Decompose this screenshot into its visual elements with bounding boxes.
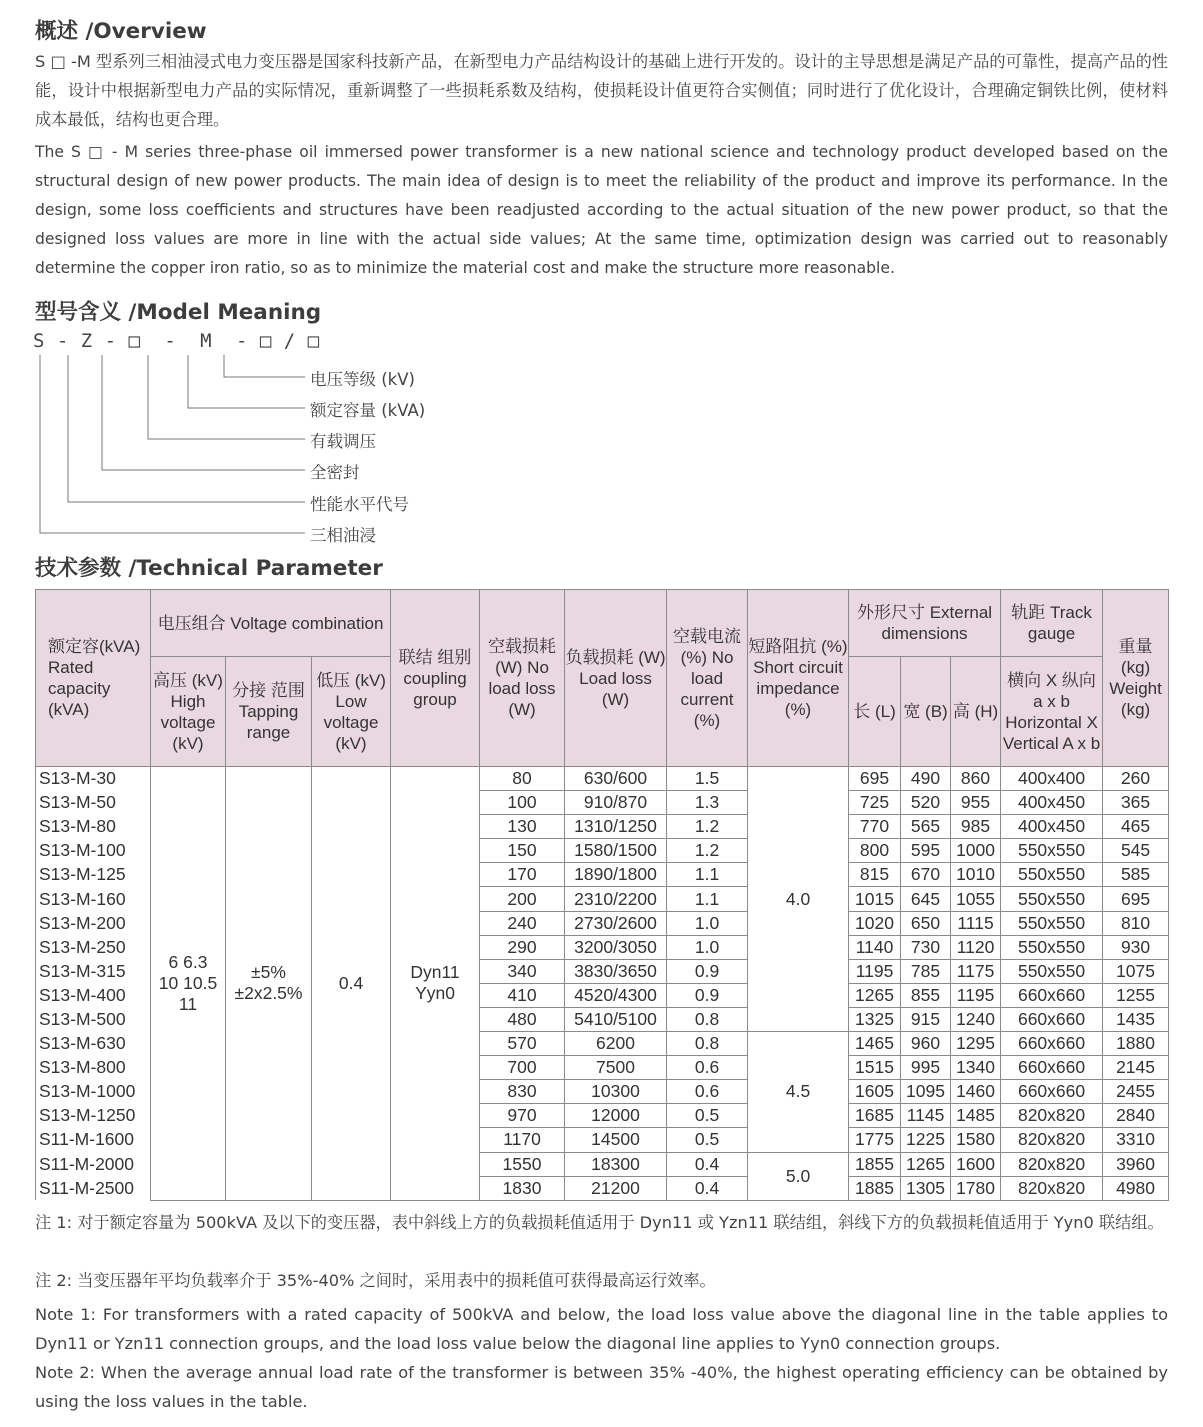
cell-no-load-loss: 1170	[480, 1128, 565, 1152]
cell-length: 1465	[849, 1032, 901, 1056]
cell-weight: 2145	[1103, 1056, 1169, 1080]
cell-no-load-current: 0.5	[667, 1104, 748, 1128]
cell-load-loss: 6200	[565, 1032, 667, 1056]
cell-model: S11-M-2000	[36, 1152, 151, 1176]
cell-no-load-loss: 200	[480, 887, 565, 911]
line-on-load	[148, 355, 305, 439]
cell-load-loss: 4520/4300	[565, 983, 667, 1007]
cell-load-loss: 5410/5100	[565, 1007, 667, 1031]
legend-rated-capacity: 额定容量 (kVA)	[310, 401, 426, 420]
cell-load-loss: 1890/1800	[565, 863, 667, 887]
cell-model: S13-M-400	[36, 983, 151, 1007]
cell-no-load-loss: 830	[480, 1080, 565, 1104]
cell-load-loss: 3830/3650	[565, 959, 667, 983]
header-length: 长 (L)	[849, 657, 901, 767]
cell-weight: 465	[1103, 815, 1169, 839]
cell-no-load-loss: 1830	[480, 1176, 565, 1200]
cell-load-loss: 1580/1500	[565, 839, 667, 863]
legend-performance-code: 性能水平代号	[310, 495, 409, 514]
cell-length: 815	[849, 863, 901, 887]
cell-no-load-loss: 100	[480, 791, 565, 815]
cell-weight: 1435	[1103, 1007, 1169, 1031]
cell-impedance: 4.0	[748, 767, 849, 1032]
cell-length: 1195	[849, 959, 901, 983]
cell-length: 1855	[849, 1152, 901, 1176]
cell-width: 1145	[901, 1104, 951, 1128]
cell-no-load-loss: 410	[480, 983, 565, 1007]
header-track-gauge: 轨距 Track gauge	[1001, 590, 1103, 657]
cell-load-loss: 12000	[565, 1104, 667, 1128]
cell-no-load-loss: 700	[480, 1056, 565, 1080]
cell-model: S13-M-630	[36, 1032, 151, 1056]
cell-height: 1485	[951, 1104, 1001, 1128]
cell-load-loss: 2730/2600	[565, 911, 667, 935]
cell-track-gauge: 660x660	[1001, 1032, 1103, 1056]
cell-load-loss: 3200/3050	[565, 935, 667, 959]
cell-width: 1305	[901, 1176, 951, 1200]
cell-load-loss: 630/600	[565, 767, 667, 791]
cell-track-gauge: 660x660	[1001, 1056, 1103, 1080]
cell-track-gauge: 820x820	[1001, 1104, 1103, 1128]
cell-no-load-loss: 1550	[480, 1152, 565, 1176]
cell-no-load-current: 1.5	[667, 767, 748, 791]
note-1-cn: 注 1: 对于额定容量为 500kVA 及以下的变压器，表中斜线上方的负载损耗值适用于 Dyn11 或 Yzn11 联结组，斜线下方的负载损耗值适用于 Yyn0 联结组。	[35, 1213, 1164, 1232]
header-track-sub: 横向 X 纵向 a x b Horizontal X Vertical A x b	[1001, 657, 1103, 767]
cell-width: 490	[901, 767, 951, 791]
cell-weight: 545	[1103, 839, 1169, 863]
cell-width: 645	[901, 887, 951, 911]
cell-model: S13-M-500	[36, 1007, 151, 1031]
cell-length: 1015	[849, 887, 901, 911]
cell-no-load-loss: 80	[480, 767, 565, 791]
cell-length: 800	[849, 839, 901, 863]
cell-tapping-range: ±5% ±2x2.5%	[226, 767, 312, 1201]
cell-length: 1605	[849, 1080, 901, 1104]
cell-no-load-loss: 340	[480, 959, 565, 983]
legend-voltage-level: 电压等级 (kV)	[310, 370, 415, 389]
legend-three-phase-oil: 三相油浸	[310, 526, 376, 545]
cell-track-gauge: 820x820	[1001, 1128, 1103, 1152]
cell-length: 1325	[849, 1007, 901, 1031]
cell-height: 1010	[951, 863, 1001, 887]
header-external-dimensions: 外形尺寸 External dimensions	[849, 590, 1001, 657]
cell-length: 1775	[849, 1128, 901, 1152]
cell-load-loss: 7500	[565, 1056, 667, 1080]
cell-no-load-loss: 170	[480, 863, 565, 887]
cell-no-load-current: 1.0	[667, 911, 748, 935]
cell-height: 985	[951, 815, 1001, 839]
cell-high-voltage: 6 6.3 10 10.5 11	[151, 767, 226, 1201]
header-voltage-combination: 电压组合 Voltage combination	[151, 590, 391, 657]
model-meaning-heading: 型号含义 /Model Meaning	[35, 300, 322, 325]
cell-weight: 1075	[1103, 959, 1169, 983]
cell-model: S13-M-30	[36, 767, 151, 791]
legend-fully-sealed: 全密封	[310, 463, 360, 482]
legend-on-load-tap: 有载调压	[310, 432, 376, 451]
cell-track-gauge: 550x550	[1001, 887, 1103, 911]
cell-weight: 3310	[1103, 1128, 1169, 1152]
note-2-en: Note 2: When the average annual load rate of the transformer is between 35% -40%, the highest operating efficiency can be obtained by using the loss values in the table.	[35, 1363, 1168, 1411]
header-high-voltage: 高压 (kV) High voltage (kV)	[151, 657, 226, 767]
cell-height: 1175	[951, 959, 1001, 983]
cell-model: S13-M-800	[36, 1056, 151, 1080]
header-tapping-range: 分接 范围 Tapping range	[226, 657, 312, 767]
cell-model: S13-M-1000	[36, 1080, 151, 1104]
cell-width: 670	[901, 863, 951, 887]
note-2-cn: 注 2: 当变压器年平均负载率介于 35%-40% 之间时，采用表中的损耗值可获得最高运行效率。	[35, 1271, 716, 1290]
cell-no-load-current: 0.9	[667, 959, 748, 983]
cell-height: 1115	[951, 911, 1001, 935]
cell-width: 1265	[901, 1152, 951, 1176]
cell-no-load-loss: 480	[480, 1007, 565, 1031]
cell-height: 955	[951, 791, 1001, 815]
technical-heading: 技术参数 /Technical Parameter	[35, 556, 383, 581]
cell-no-load-current: 1.1	[667, 887, 748, 911]
overview-cn-text: S □ -M 型系列三相油浸式电力变压器是国家科技新产品，在新型电力产品结构设计的基础上进行开发的。设计的主导思想是满足产品的可靠性，提高产品的性能，设计中根据新型电力产品的实际情况，重新调整了一些损耗系数及结构，使损耗设计值更符合实侧值；同时进行了优化设计，合理确定铜铁比例，使材料成本最低，结构也更合理。	[35, 52, 1168, 129]
cell-height: 1000	[951, 839, 1001, 863]
header-load-loss: 负载损耗 (W) Load loss (W)	[565, 590, 667, 767]
cell-impedance: 4.5	[748, 1032, 849, 1152]
cell-weight: 1880	[1103, 1032, 1169, 1056]
header-impedance: 短路阻抗 (%) Short circuit impedance (%)	[748, 590, 849, 767]
overview-heading: 概述 /Overview	[35, 19, 207, 44]
cell-no-load-loss: 150	[480, 839, 565, 863]
cell-track-gauge: 820x820	[1001, 1152, 1103, 1176]
cell-model: S13-M-80	[36, 815, 151, 839]
cell-length: 1515	[849, 1056, 901, 1080]
cell-no-load-current: 1.1	[667, 863, 748, 887]
cell-length: 1140	[849, 935, 901, 959]
header-rated-capacity: 额定容(kVA) Rated capacity (kVA)	[36, 590, 151, 767]
cell-no-load-loss: 130	[480, 815, 565, 839]
cell-model: S13-M-50	[36, 791, 151, 815]
cell-weight: 3960	[1103, 1152, 1169, 1176]
cell-no-load-current: 0.4	[667, 1152, 748, 1176]
cell-load-loss: 14500	[565, 1128, 667, 1152]
model-legend-lines	[0, 0, 1203, 560]
cell-no-load-loss: 570	[480, 1032, 565, 1056]
cell-no-load-current: 0.6	[667, 1056, 748, 1080]
header-no-load-current: 空载电流 (%) No load current (%)	[667, 590, 748, 767]
cell-no-load-current: 0.8	[667, 1032, 748, 1056]
header-weight: 重量 (kg) Weight (kg)	[1103, 590, 1169, 767]
cell-height: 860	[951, 767, 1001, 791]
cell-width: 520	[901, 791, 951, 815]
cell-length: 1020	[849, 911, 901, 935]
cell-width: 785	[901, 959, 951, 983]
cell-no-load-current: 1.2	[667, 815, 748, 839]
cell-no-load-loss: 290	[480, 935, 565, 959]
cell-load-loss: 18300	[565, 1152, 667, 1176]
note-1-en: Note 1: For transformers with a rated capacity of 500kVA and below, the load loss value above the diagonal line in the table applies to Dyn11 or Yzn11 connection groups, and the load loss value below the diagonal line applies to Yyn0 connection groups.	[35, 1305, 1168, 1353]
cell-model: S13-M-250	[36, 935, 151, 959]
cell-model: S13-M-1250	[36, 1104, 151, 1128]
cell-height: 1120	[951, 935, 1001, 959]
cell-height: 1240	[951, 1007, 1001, 1031]
cell-height: 1600	[951, 1152, 1001, 1176]
cell-length: 725	[849, 791, 901, 815]
cell-model: S11-M-1600	[36, 1128, 151, 1152]
cell-no-load-loss: 970	[480, 1104, 565, 1128]
cell-no-load-current: 0.9	[667, 983, 748, 1007]
cell-weight: 2455	[1103, 1080, 1169, 1104]
cell-track-gauge: 550x550	[1001, 959, 1103, 983]
cell-load-loss: 2310/2200	[565, 887, 667, 911]
technical-table-body	[36, 767, 1169, 1201]
cell-no-load-current: 1.2	[667, 839, 748, 863]
cell-weight: 365	[1103, 791, 1169, 815]
line-capacity	[188, 355, 305, 408]
cell-track-gauge: 400x450	[1001, 791, 1103, 815]
cell-weight: 260	[1103, 767, 1169, 791]
cell-no-load-current: 0.8	[667, 1007, 748, 1031]
cell-track-gauge: 550x550	[1001, 863, 1103, 887]
cell-model: S11-M-2500	[36, 1176, 151, 1200]
cell-load-loss: 1310/1250	[565, 815, 667, 839]
cell-height: 1295	[951, 1032, 1001, 1056]
cell-track-gauge: 400x400	[1001, 767, 1103, 791]
header-low-voltage: 低压 (kV) Low voltage (kV)	[312, 657, 391, 767]
cell-no-load-loss: 240	[480, 911, 565, 935]
cell-track-gauge: 660x660	[1001, 1080, 1103, 1104]
cell-model: S13-M-200	[36, 911, 151, 935]
cell-model: S13-M-100	[36, 839, 151, 863]
cell-width: 995	[901, 1056, 951, 1080]
cell-weight: 4980	[1103, 1176, 1169, 1200]
line-three-phase	[40, 355, 305, 533]
cell-width: 565	[901, 815, 951, 839]
cell-width: 1225	[901, 1128, 951, 1152]
header-width: 宽 (B)	[901, 657, 951, 767]
cell-length: 1265	[849, 983, 901, 1007]
cell-length: 770	[849, 815, 901, 839]
table-row	[36, 767, 1169, 791]
cell-weight: 695	[1103, 887, 1169, 911]
model-code: S - Z - □ - M - □ / □	[33, 330, 320, 352]
cell-height: 1780	[951, 1176, 1001, 1200]
cell-no-load-current: 1.3	[667, 791, 748, 815]
overview-en-text: The S □ - M series three-phase oil immersed power transformer is a new national science and technology product developed based on the structural design of new power products. The main idea of design is to meet the reliability of the product and improve its performance. In the design, some loss coefficients and structures have been readjusted according to the actual situation of the new power product, so that the designed loss values are more in line with the actual side values; At the same time, optimization design was carried out to reasonably determine the copper iron ratio, so as to minimize the material cost and make the structure more reasonable.	[35, 143, 1168, 277]
header-height: 高 (H)	[951, 657, 1001, 767]
cell-width: 730	[901, 935, 951, 959]
cell-no-load-current: 0.5	[667, 1128, 748, 1152]
cell-track-gauge: 820x820	[1001, 1176, 1103, 1200]
cell-model: S13-M-160	[36, 887, 151, 911]
cell-impedance: 5.0	[748, 1152, 849, 1200]
cell-height: 1580	[951, 1128, 1001, 1152]
cell-no-load-current: 0.6	[667, 1080, 748, 1104]
cell-track-gauge: 550x550	[1001, 839, 1103, 863]
cell-weight: 1255	[1103, 983, 1169, 1007]
line-sealed	[102, 355, 305, 470]
cell-model: S13-M-315	[36, 959, 151, 983]
cell-width: 855	[901, 983, 951, 1007]
technical-table	[35, 589, 1169, 1201]
cell-width: 650	[901, 911, 951, 935]
cell-track-gauge: 660x660	[1001, 983, 1103, 1007]
cell-height: 1195	[951, 983, 1001, 1007]
cell-load-loss: 10300	[565, 1080, 667, 1104]
cell-length: 695	[849, 767, 901, 791]
cell-coupling-group: Dyn11 Yyn0	[391, 767, 480, 1201]
cell-weight: 2840	[1103, 1104, 1169, 1128]
cell-width: 960	[901, 1032, 951, 1056]
cell-no-load-current: 0.4	[667, 1176, 748, 1200]
cell-track-gauge: 660x660	[1001, 1007, 1103, 1031]
cell-width: 1095	[901, 1080, 951, 1104]
header-no-load-loss: 空载损耗 (W) No load loss (W)	[480, 590, 565, 767]
cell-height: 1055	[951, 887, 1001, 911]
cell-track-gauge: 550x550	[1001, 935, 1103, 959]
cell-low-voltage: 0.4	[312, 767, 391, 1201]
cell-width: 595	[901, 839, 951, 863]
cell-model: S13-M-125	[36, 863, 151, 887]
cell-track-gauge: 550x550	[1001, 911, 1103, 935]
cell-height: 1460	[951, 1080, 1001, 1104]
cell-length: 1885	[849, 1176, 901, 1200]
cell-load-loss: 21200	[565, 1176, 667, 1200]
cell-weight: 585	[1103, 863, 1169, 887]
cell-weight: 930	[1103, 935, 1169, 959]
cell-height: 1340	[951, 1056, 1001, 1080]
cell-width: 915	[901, 1007, 951, 1031]
header-coupling: 联结 组别 coupling group	[391, 590, 480, 767]
cell-weight: 810	[1103, 911, 1169, 935]
cell-length: 1685	[849, 1104, 901, 1128]
line-voltage	[224, 355, 305, 377]
cell-track-gauge: 400x450	[1001, 815, 1103, 839]
cell-no-load-current: 1.0	[667, 935, 748, 959]
cell-load-loss: 910/870	[565, 791, 667, 815]
